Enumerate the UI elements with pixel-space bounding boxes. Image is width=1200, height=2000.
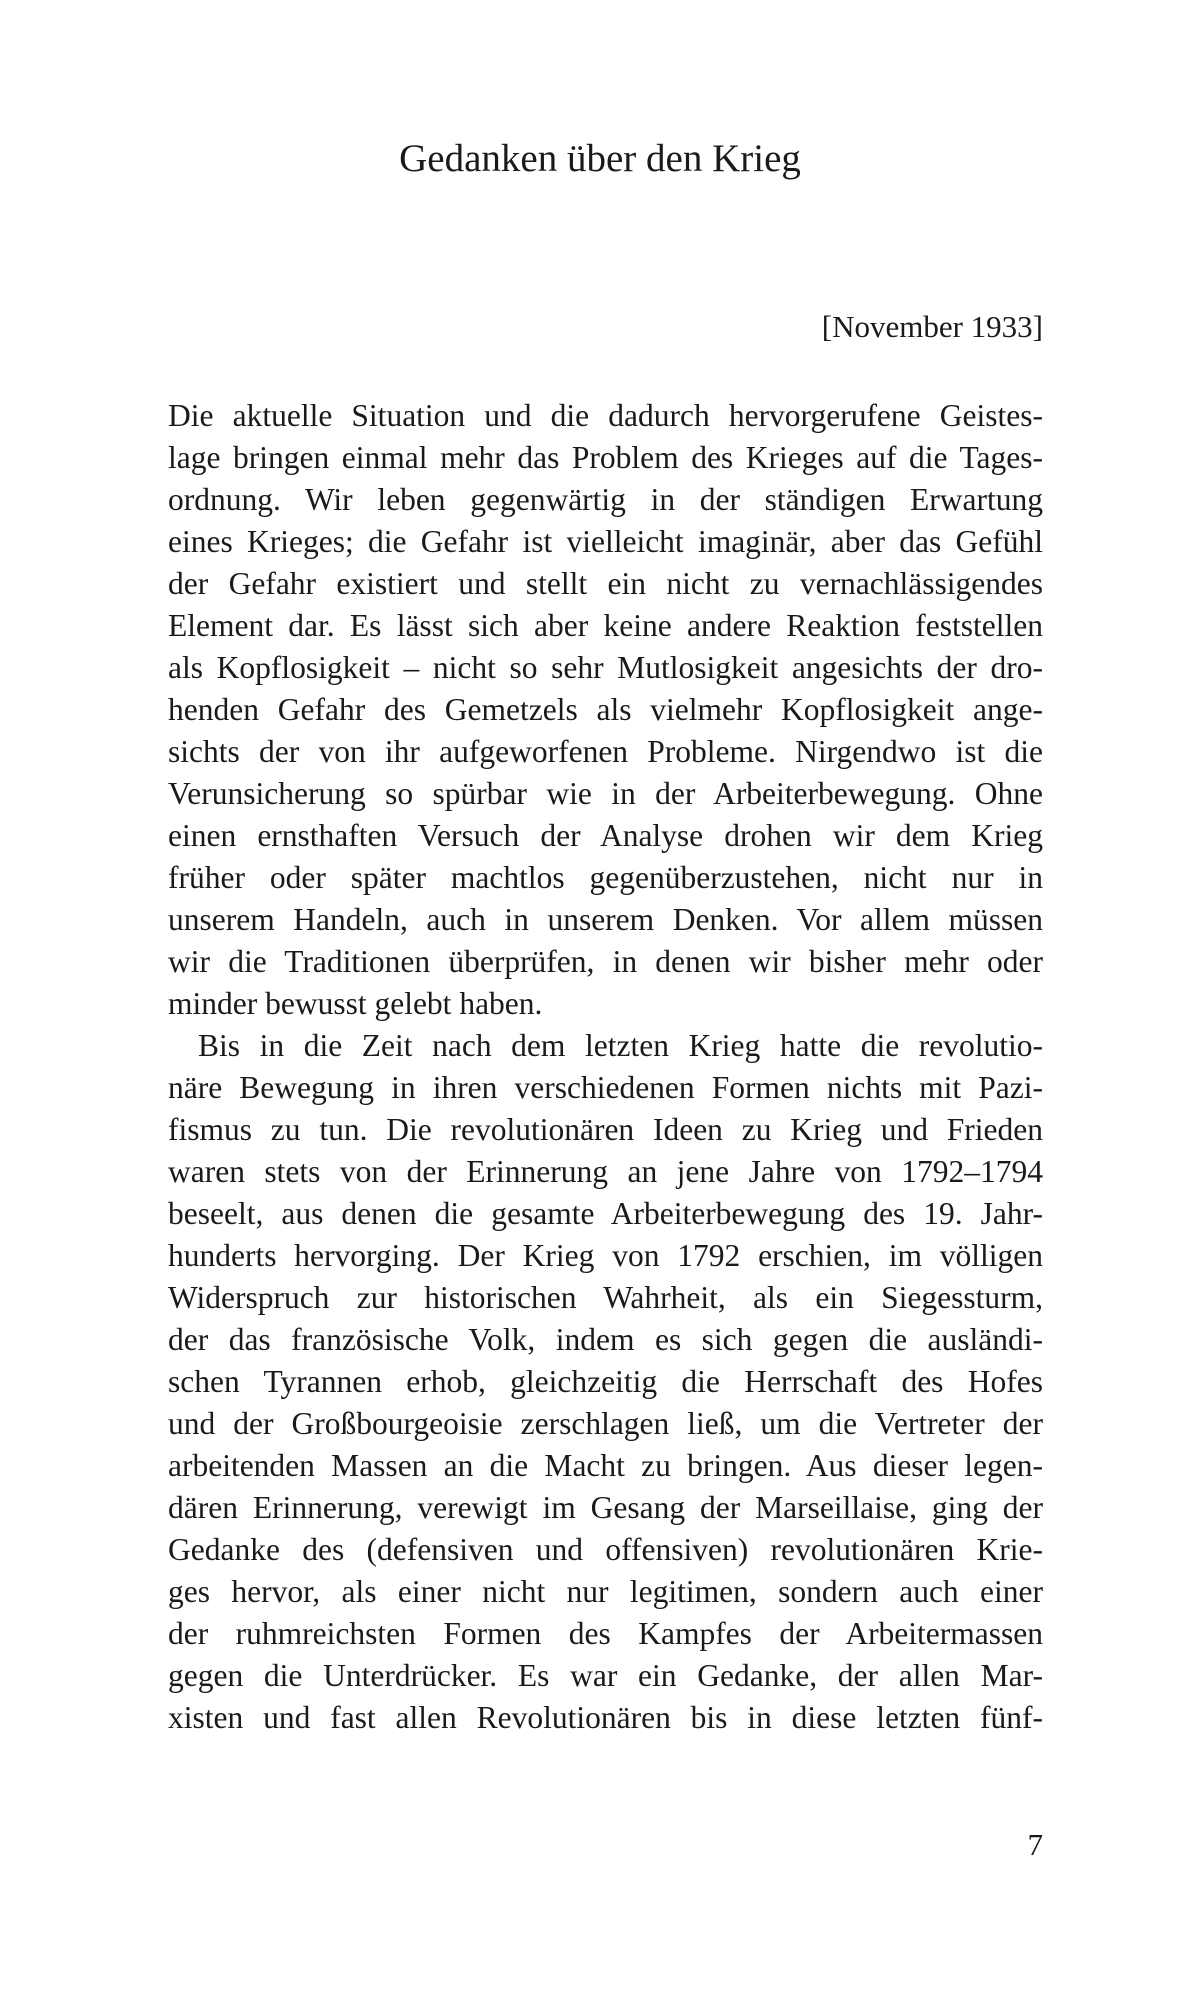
text-line: arbeitenden Massen an die Macht zu bringen. Aus dieser legen-	[168, 1448, 1043, 1483]
text-line: Element dar. Es lässt sich aber keine andere Reaktion feststellen	[168, 608, 1043, 643]
text-line: fismus zu tun. Die revolutionären Ideen zu Krieg und Frieden	[168, 1112, 1043, 1147]
text-line: Bis in die Zeit nach dem letzten Krieg hatte die revolutio-	[198, 1028, 1043, 1063]
text-line: waren stets von der Erinnerung an jene Jahre von 1792–1794	[168, 1154, 1043, 1189]
text-line: minder bewusst gelebt haben.	[168, 986, 543, 1021]
text-line: und der Großbourgeoisie zerschlagen ließ, um die Vertreter der	[168, 1406, 1043, 1441]
text-line: näre Bewegung in ihren verschiedenen Formen nichts mit Pazi-	[168, 1070, 1043, 1105]
text-line: ordnung. Wir leben gegenwärtig in der ständigen Erwartung	[168, 482, 1043, 517]
text-line: der das französische Volk, indem es sich gegen die ausländi-	[168, 1322, 1043, 1357]
date-line: [November 1933]	[821, 309, 1043, 344]
page-title: Gedanken über den Krieg	[399, 137, 801, 180]
text-line: früher oder später machtlos gegenüberzustehen, nicht nur in	[168, 860, 1043, 895]
text-line: wir die Traditionen überprüfen, in denen wir bisher mehr oder	[168, 944, 1043, 979]
text-line: schen Tyrannen erhob, gleichzeitig die Herrschaft des Hofes	[168, 1364, 1043, 1399]
text-line: Widerspruch zur historischen Wahrheit, als ein Siegessturm,	[168, 1280, 1043, 1315]
text-line: gegen die Unterdrücker. Es war ein Gedanke, der allen Mar-	[168, 1658, 1043, 1693]
text-line: hunderts hervorging. Der Krieg von 1792 erschien, im völligen	[168, 1238, 1043, 1273]
text-line: sichts der von ihr aufgeworfenen Probleme. Nirgendwo ist die	[168, 734, 1043, 769]
page-number: 7	[1027, 1827, 1043, 1862]
text-line: unserem Handeln, auch in unserem Denken. Vor allem müssen	[168, 902, 1043, 937]
text-line: als Kopflosigkeit – nicht so sehr Mutlosigkeit angesichts der dro-	[168, 650, 1043, 685]
text-line: der ruhmreichsten Formen des Kampfes der Arbeitermassen	[168, 1616, 1043, 1651]
text-line: Die aktuelle Situation und die dadurch hervorgerufene Geistes-	[168, 398, 1043, 433]
text-line: eines Krieges; die Gefahr ist vielleicht imaginär, aber das Gefühl	[168, 524, 1043, 559]
text-line: ges hervor, als einer nicht nur legitimen, sondern auch einer	[168, 1574, 1043, 1609]
text-line: dären Erinnerung, verewigt im Gesang der Marseillaise, ging der	[168, 1490, 1043, 1525]
text-line: Gedanke des (defensiven und offensiven) revolutionären Krie-	[168, 1532, 1043, 1567]
text-line: der Gefahr existiert und stellt ein nicht zu vernachlässigendes	[168, 566, 1043, 601]
text-line: beseelt, aus denen die gesamte Arbeiterbewegung des 19. Jahr-	[168, 1196, 1043, 1231]
text-line: henden Gefahr des Gemetzels als vielmehr Kopflosigkeit ange-	[168, 692, 1043, 727]
text-line: einen ernsthaften Versuch der Analyse drohen wir dem Krieg	[168, 818, 1043, 853]
text-line: xisten und fast allen Revolutionären bis in diese letzten fünf-	[168, 1700, 1043, 1735]
text-line: lage bringen einmal mehr das Problem des Krieges auf die Tages-	[168, 440, 1043, 475]
body-text	[168, 395, 1043, 1739]
text-line: Verunsicherung so spürbar wie in der Arbeiterbewegung. Ohne	[168, 776, 1043, 811]
